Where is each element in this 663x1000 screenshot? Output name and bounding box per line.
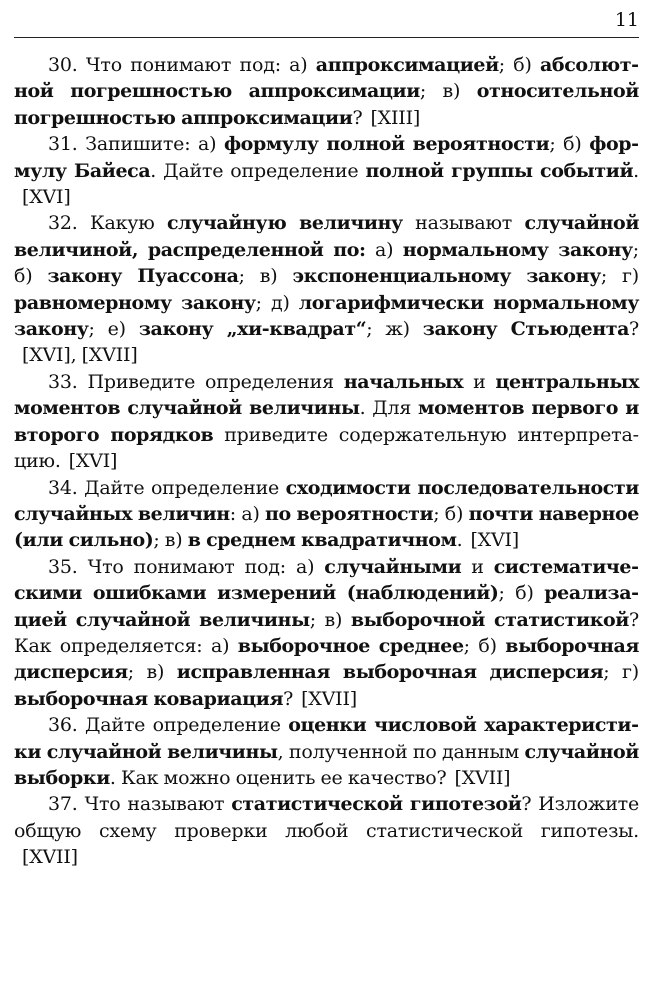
chapter-reference: [XVI] — [68, 450, 118, 473]
question-text: ? — [283, 687, 294, 710]
question-text: и — [463, 370, 496, 393]
question-text: и — [461, 555, 494, 578]
question-text: 30. Что понимают под: а) — [48, 54, 316, 76]
question-text: 32. Какую — [48, 212, 167, 235]
question-34 — [14, 475, 639, 554]
bold-term: нормальному закону — [402, 238, 633, 261]
question-text: ; б) — [549, 133, 590, 156]
bold-term: закону Стьюдента — [422, 318, 630, 341]
page-number: 11 — [614, 9, 639, 31]
bold-term: полной группы событий — [365, 159, 634, 182]
bold-term: случайной величиной, распределенной по: — [14, 212, 640, 261]
question-text: 36. Дайте определение — [48, 714, 289, 737]
bold-term: почти наверное (или сильно) — [14, 502, 639, 552]
question-text: ; б) — [14, 238, 639, 288]
question-text: 33. Приведите определения — [48, 370, 344, 393]
bold-term: в среднем квадратичном — [187, 529, 457, 552]
question-text: ; д) — [255, 291, 299, 314]
chapter-reference: [XIII] — [370, 106, 421, 129]
question-text: , полученной по данным — [277, 740, 525, 763]
chapter-reference: [XVII] — [301, 687, 357, 710]
question-text: . — [456, 529, 463, 552]
header-rule — [14, 37, 639, 38]
question-text: ; б) — [463, 634, 506, 657]
question-text: ; б) — [498, 54, 541, 76]
question-text: ? — [629, 318, 640, 341]
bold-term: оценки числовой характеристики случайной величины — [14, 714, 639, 763]
bold-term: выборочная ковариация — [14, 687, 284, 710]
question-text: . Для — [359, 397, 419, 420]
bold-term: выборочное среднее — [237, 634, 464, 657]
bold-term: систематическими ошибками измерений (наблюдений) — [14, 555, 639, 605]
question-text: 35. Что понимают под: а) — [48, 555, 325, 578]
question-text: : а) — [229, 502, 266, 525]
question-text: ; б) — [433, 502, 469, 525]
question-text: ? Как определяется: а) — [14, 608, 639, 657]
question-text: а) — [365, 238, 403, 261]
question-30 — [14, 52, 639, 131]
question-list — [14, 52, 639, 871]
bold-term: формулу полной вероятности — [223, 133, 550, 156]
bold-term: выборочная дисперсия — [14, 634, 639, 684]
question-text: ; в) — [419, 80, 477, 103]
chapter-reference: [XVI], [XVII] — [22, 344, 138, 367]
bold-term: сходимости последовательности случайных величин — [14, 476, 639, 525]
bold-term: формулу Байеса — [14, 133, 639, 182]
question-35 — [14, 554, 639, 712]
chapter-reference: [XVI] — [470, 529, 520, 552]
question-36 — [14, 712, 639, 791]
bold-term: случайную величину — [167, 212, 403, 235]
question-text: . Дайте определение — [150, 159, 366, 182]
question-text: называют — [402, 212, 525, 235]
bold-term: экспоненциальному закону — [292, 265, 601, 288]
bold-term: моментов первого и второго порядков — [14, 397, 639, 446]
question-text: ; г) — [603, 661, 639, 684]
bold-term: равномерному закону — [14, 291, 256, 314]
question-text: ; в) — [153, 529, 188, 552]
question-text: . — [633, 159, 639, 182]
question-32 — [14, 210, 639, 368]
bold-term: относительной погрешностью аппроксимации — [14, 80, 639, 129]
bold-term: по вероятности — [265, 502, 434, 525]
bold-term: закону „хи-квадрат“ — [138, 318, 367, 341]
bold-term: случайной выборки — [14, 740, 639, 789]
question-text: . Как можно оценить ее качество? — [109, 766, 447, 789]
question-text: приведите содержательную интерпретацию. — [14, 423, 639, 473]
bold-term: выборочной статистикой — [350, 608, 629, 631]
question-text: ? Изложите общую схему проверки любой статистической гипотезы. — [14, 793, 640, 842]
question-text: ; е) — [88, 318, 139, 341]
question-text: 31. Запишите: а) — [48, 133, 224, 156]
bold-term: аппроксимацией — [315, 54, 499, 76]
question-37 — [14, 791, 639, 870]
bold-term: случайными — [324, 555, 462, 578]
bold-term: статистической гипотезой — [231, 793, 522, 816]
chapter-reference: [XVII] — [454, 766, 511, 789]
question-text: ? — [352, 106, 363, 129]
bold-term: начальных — [343, 370, 464, 393]
question-text: ; в) — [238, 265, 293, 288]
question-text: ; б) — [498, 582, 545, 605]
chapter-reference: [XVII] — [22, 846, 78, 869]
question-text: 37. Что называют — [48, 793, 232, 816]
question-text: ; г) — [600, 265, 639, 288]
question-text: 34. Дайте определение — [48, 476, 286, 499]
question-text: ; в) — [127, 661, 177, 684]
question-text: ; ж) — [366, 318, 423, 341]
question-text: ; в) — [309, 608, 351, 631]
bold-term: исправленная выборочная дисперсия — [176, 661, 604, 684]
question-33 — [14, 369, 639, 475]
question-31 — [14, 131, 639, 210]
bold-term: центральных моментов случайной величины — [14, 370, 639, 420]
bold-term: абсолютной погрешностью аппроксимации — [14, 54, 639, 103]
bold-term: логарифмически нормальному закону — [14, 291, 639, 341]
chapter-reference: [XVI] — [22, 186, 71, 209]
bold-term: закону Пуассона — [47, 265, 239, 288]
bold-term: реализацией случайной величины — [14, 582, 639, 631]
